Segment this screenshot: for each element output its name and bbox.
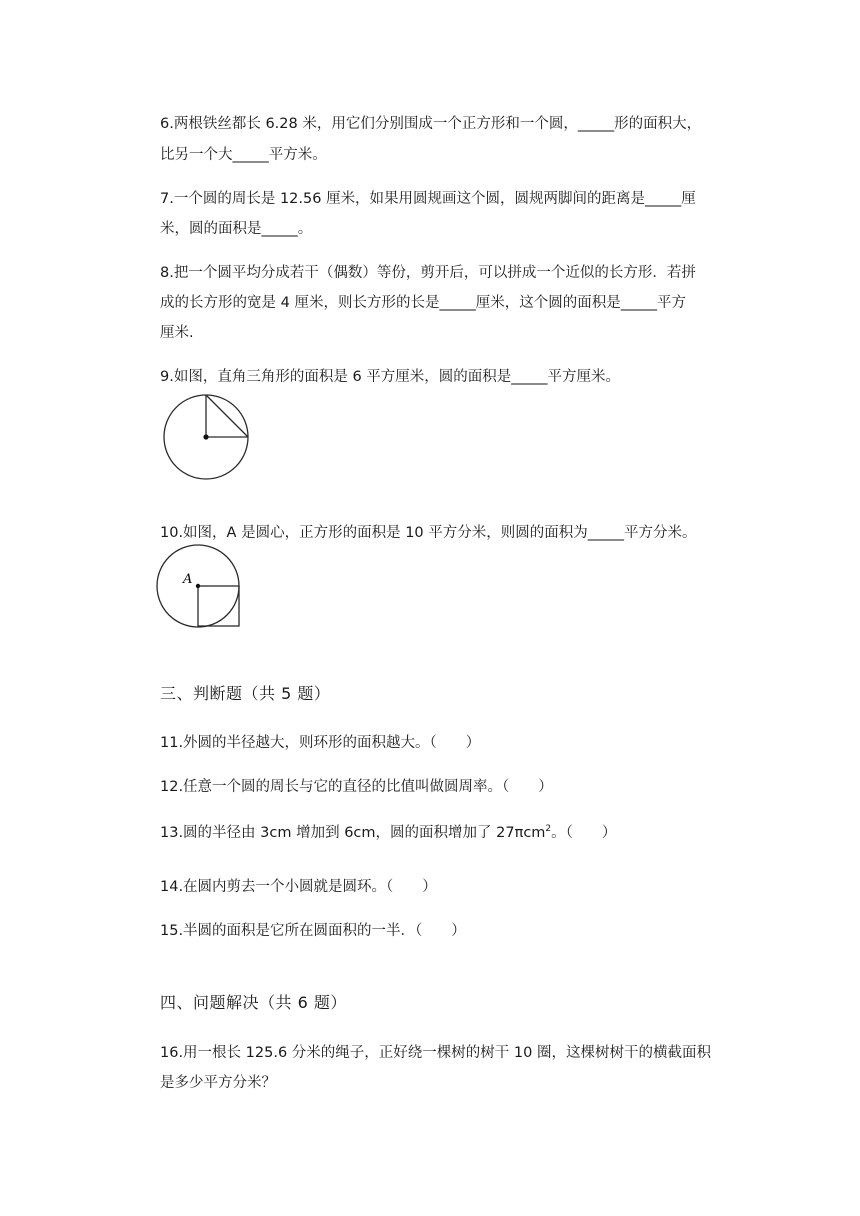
- q10-square: [198, 586, 239, 626]
- q11-text: 11.外圆的半径越大，则环形的面积越大。（ ）: [160, 735, 481, 751]
- q7-line2: 米，圆的面积是_____。: [160, 221, 313, 237]
- q7-line1: 7.一个圆的周长是 12.56 厘米，如果用圆规画这个圆，圆规两脚间的距离是_____厘: [160, 191, 696, 207]
- q13-text: 13.圆的半径由 3cm 增加到 6cm，圆的面积增加了 27πcm$^2$。（ ）: [160, 824, 617, 841]
- q10-text: 10.如图，A 是圆心，正方形的面积是 10 平方分米，则圆的面积为_____平方分米。: [160, 525, 697, 541]
- q16-line1: 16.用一根长 125.6 分米的绳子，正好绕一棵树的树干 10 圈，这棵树树干的横截面积: [160, 1045, 711, 1061]
- q8-line1: 8.把一个圆平均分成若干（偶数）等份，剪开后，可以拼成一个近似的长方形．若拼: [160, 265, 696, 281]
- q6-line2: 比另一个大_____平方米。: [160, 147, 327, 163]
- q9-center-dot: [203, 434, 208, 439]
- q9-circle-figure: [160, 392, 255, 482]
- q8-line3: 厘米.: [160, 325, 194, 341]
- q10-label-a: A: [183, 572, 193, 587]
- q12-text: 12.任意一个圆的周长与它的直径的比值叫做圆周率。（ ）: [160, 779, 553, 795]
- q16-line2: 是多少平方分米？: [160, 1075, 276, 1091]
- q14-text: 14.在圆内剪去一个小圆就是圆环。（ ）: [160, 879, 437, 895]
- q15-text: 15.半圆的面积是它所在圆面积的一半．（ ）: [160, 923, 466, 939]
- section4-heading: 四、问题解决（共 6 题）: [160, 993, 347, 1012]
- q10-circle-square-figure: [156, 545, 246, 630]
- q6-line1: 6.两根铁丝都长 6.28 米，用它们分别围成一个正方形和一个圆，_____形的面积大，: [160, 116, 702, 132]
- section3-heading: 三、判断题（共 5 题）: [160, 684, 331, 703]
- q9-text: 9.如图，直角三角形的面积是 6 平方厘米，圆的面积是_____平方厘米。: [160, 369, 621, 385]
- q8-line2: 成的长方形的宽是 4 厘米，则长方形的长是_____厘米，这个圆的面积是_____平方: [160, 295, 686, 311]
- q10-center-dot: [196, 584, 200, 588]
